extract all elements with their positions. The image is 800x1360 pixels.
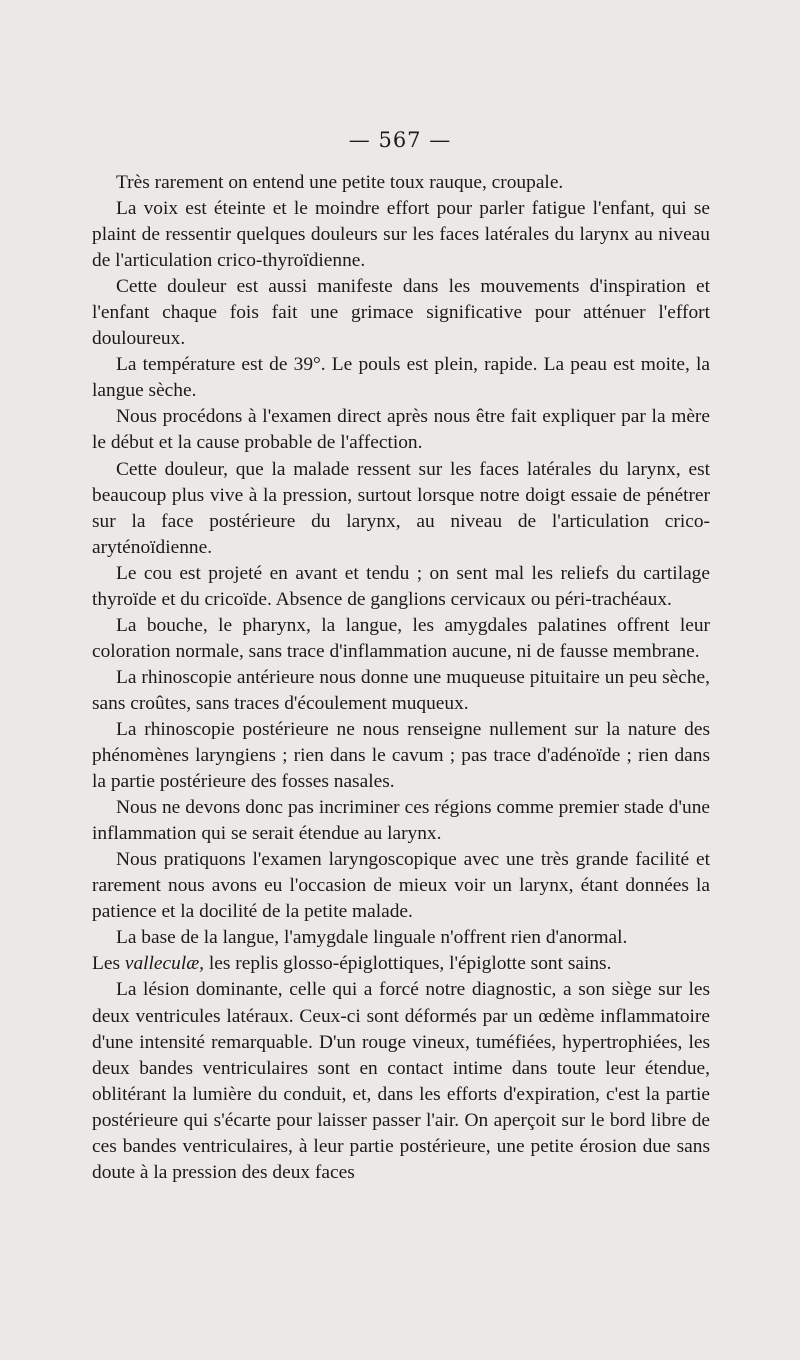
paragraph-11: Nous ne devons donc pas incriminer ces régions comme premier stade d'une inflammation qui se serait étendue au larynx. [92,797,710,845]
paragraph-13 [92,925,710,977]
paragraph-5: Nous procédons à l'examen direct après nous être fait expliquer par la mère le début et la cause probable de l'affection. [92,406,710,454]
paragraph-6: Cette douleur, que la malade ressent sur les faces latérales du larynx, est beaucoup plus vive à la pression, surtout lorsque notre doigt essaie de pénétrer sur la face postérieure du larynx, au niveau de l'articulation crico-aryténoïdienne. [92,458,710,558]
paragraph-12: Nous pratiquons l'examen laryngoscopique avec une très grande facilité et rarement nous avons eu l'occasion de mieux voir un larynx, étant données la patience et la docilité de la petite malade. [92,849,710,923]
paragraph-7: Le cou est projeté en avant et tendu ; on sent mal les reliefs du cartilage thyroïde et du cricoïde. Absence de ganglions cervicaux ou péri-trachéaux. [92,562,710,610]
paragraph-10: La rhinoscopie postérieure ne nous renseigne nullement sur la nature des phénomènes laryngiens ; rien dans le cavum ; pas trace d'adénoïde ; rien dans la partie postérieure des fosses nasales. [92,718,710,793]
paragraph-9: La rhinoscopie antérieure nous donne une muqueuse pituitaire un peu sèche, sans croûtes, sans traces d'écoulement muqueux. [92,666,710,714]
page-number: — 567 — [348,128,452,152]
paragraph-2: La voix est éteinte et le moindre effort pour parler fatigue l'enfant, qui se plaint de ressentir quelques douleurs sur les faces latérales du larynx au niveau de l'articulation crico-thyroïdienne. [92,198,710,272]
valleculae-term: valleculæ, [124,953,205,975]
paragraph-13-prefix: Les [92,953,125,975]
paragraph-3: Cette douleur est aussi manifeste dans les mouvements d'inspiration et l'enfant chaque fois fait une grimace significative pour atténuer l'effort douloureux. [92,276,710,350]
paragraph-1: Très rarement on entend une petite toux rauque, croupale. [116,172,564,193]
body-text [92,170,710,1186]
paragraph-14: La lésion dominante, celle qui a forcé notre diagnostic, a son siège sur les deux ventricules latéraux. Ceux-ci sont déformés par un œdème inflammatoire d'une intensité remarquable. D'un rouge vineux, tuméfiées, hypertrophiées, les deux bandes ventriculaires sont en contact intime dans toute leur étendue, oblitérant la lumière du conduit, et, dans les efforts d'expiration, c'est la partie postérieure qui s'écarte pour laisser passer l'air. On aperçoit sur le bord libre de ces bandes ventriculaires, à leur partie postérieure, une petite érosion due sans doute à la pression des deux faces [92,979,710,1183]
paragraph-13-suffix: les replis glosso-épiglottiques, l'épiglotte sont sains. [204,953,612,975]
paragraph-13-line-1: La base de la langue, l'amygdale linguale n'offrent rien d'anormal. [116,927,628,949]
paragraph-8: La bouche, le pharynx, la langue, les amygdales palatines offrent leur coloration normale, sans trace d'inflammation aucune, ni de fausse membrane. [92,614,710,662]
paragraph-4: La température est de 39°. Le pouls est plein, rapide. La peau est moite, la langue sèche. [92,354,710,402]
